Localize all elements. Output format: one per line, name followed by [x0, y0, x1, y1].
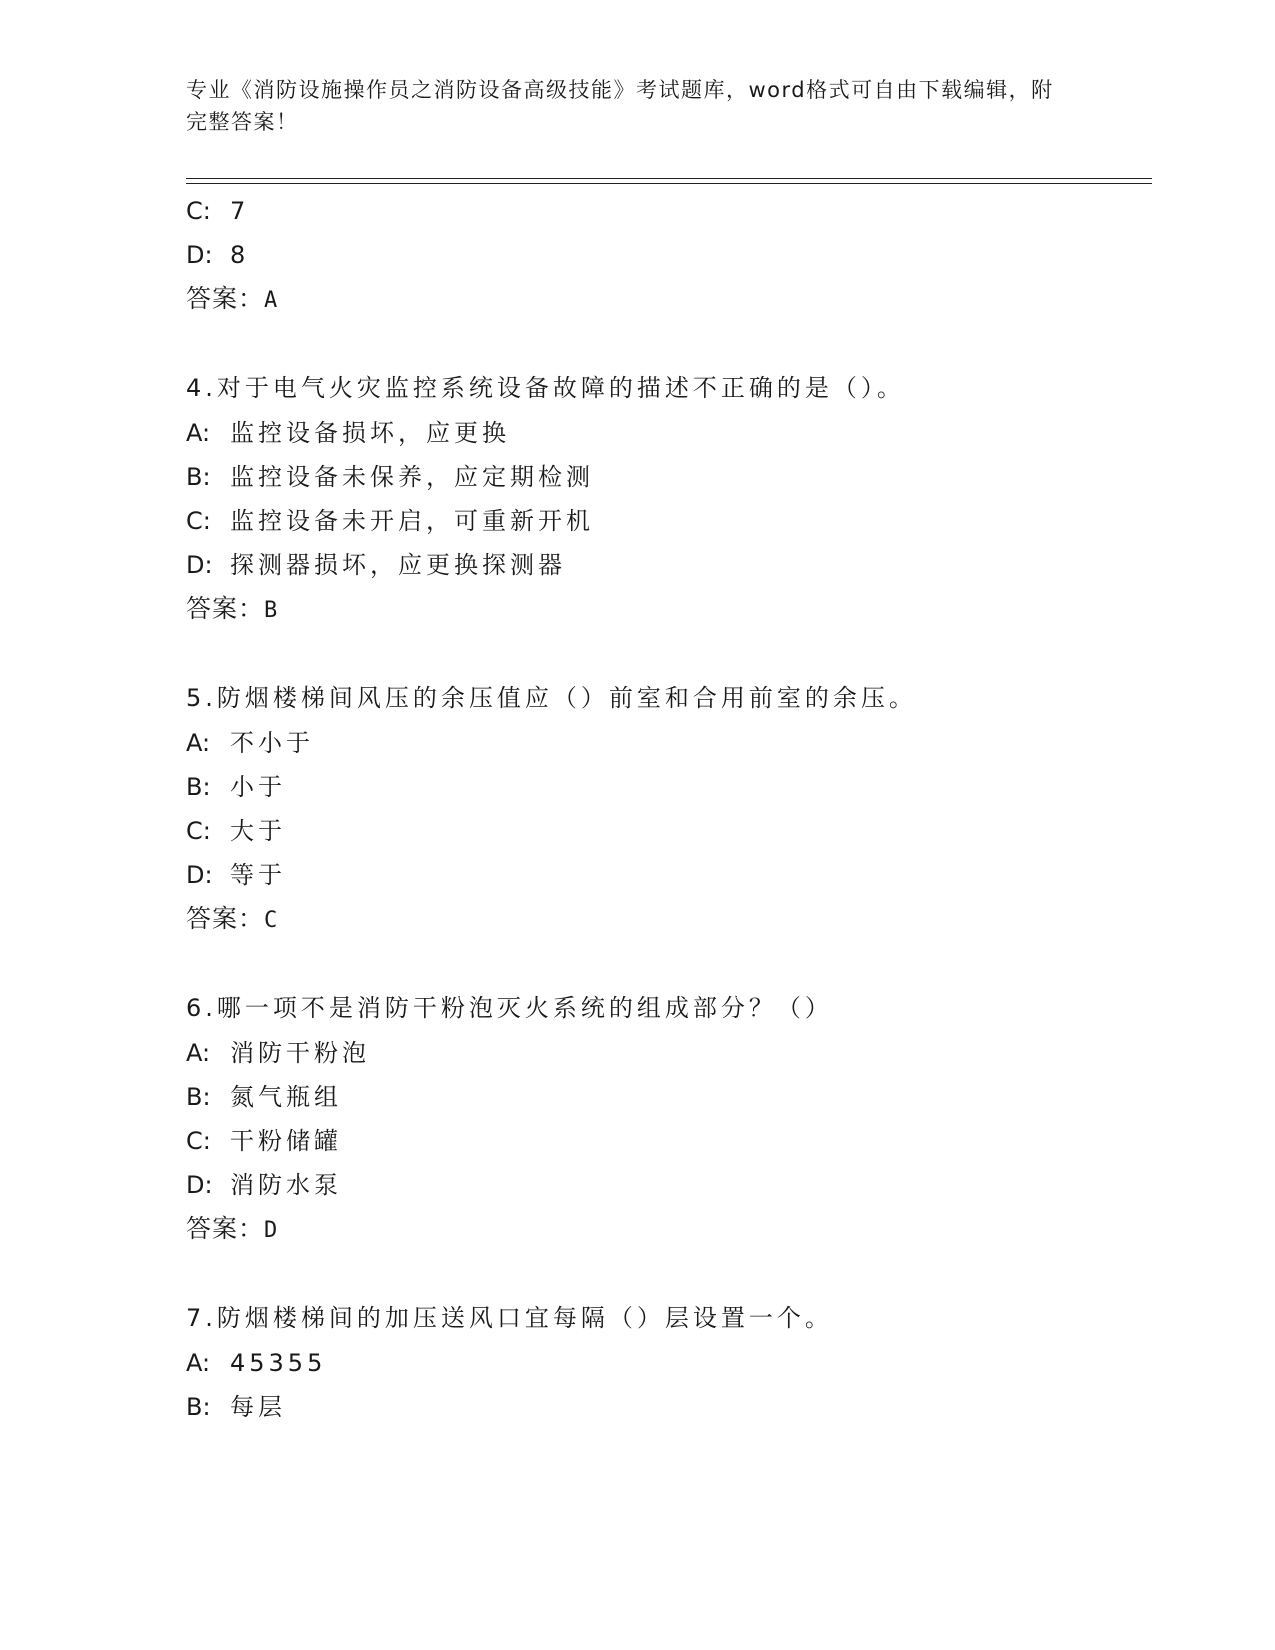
- option-c: [186, 1126, 342, 1156]
- question-stem: 7.防烟楼梯间的加压送风口宜每隔（）层设置一个。: [186, 1304, 833, 1332]
- question-stem: 4.对于电气火灾监控系统设备故障的描述不正确的是（）。: [186, 374, 905, 402]
- option-label: B:: [186, 1393, 211, 1421]
- option-label: B:: [186, 463, 211, 491]
- option-label: D:: [186, 1171, 213, 1199]
- answer-line: [186, 284, 278, 316]
- answer-line: [186, 904, 278, 936]
- answer-value: C: [264, 908, 279, 933]
- document-header: 专业《消防设施操作员之消防设备高级技能》考试题库，word格式可自由下载编辑，附完整答案！: [186, 78, 1054, 134]
- option-text: 监控设备损坏，应更换: [230, 419, 510, 447]
- option-label: A:: [186, 729, 211, 757]
- option-b: [186, 462, 594, 492]
- option-text: 8: [230, 241, 250, 269]
- option-text: 大于: [230, 817, 286, 845]
- option-b: [186, 772, 286, 802]
- option-text: 探测器损坏，应更换探测器: [230, 551, 566, 579]
- option-d: [186, 860, 286, 890]
- option-c: [186, 816, 286, 846]
- question-stem: 6.哪一项不是消防干粉泡灭火系统的组成部分？（）: [186, 994, 833, 1022]
- option-c: [186, 196, 249, 226]
- option-text: 消防干粉泡: [230, 1039, 370, 1067]
- option-d: [186, 550, 566, 580]
- answer-value: B: [264, 598, 279, 623]
- option-label: B:: [186, 1083, 211, 1111]
- answer-label: 答案：: [186, 284, 265, 313]
- option-d: [186, 1170, 342, 1200]
- option-text: 小于: [230, 773, 286, 801]
- answer-value: D: [264, 1218, 279, 1243]
- option-a: [186, 1038, 370, 1068]
- option-text: 消防水泵: [230, 1171, 342, 1199]
- option-text: 不小于: [230, 729, 314, 757]
- answer-label: 答案：: [186, 1214, 265, 1243]
- option-b: [186, 1392, 286, 1422]
- option-label: C:: [186, 817, 211, 845]
- option-text: 等于: [230, 861, 286, 889]
- option-d: [186, 240, 249, 270]
- option-text: 45355: [230, 1349, 327, 1377]
- option-a: [186, 1348, 326, 1378]
- option-a: [186, 418, 510, 448]
- option-text: 氮气瓶组: [230, 1083, 342, 1111]
- option-label: B:: [186, 773, 211, 801]
- answer-line: [186, 1214, 278, 1246]
- answer-value: A: [264, 288, 279, 313]
- option-a: [186, 728, 314, 758]
- answer-label: 答案：: [186, 904, 265, 933]
- option-text: 干粉储罐: [230, 1127, 342, 1155]
- option-b: [186, 1082, 342, 1112]
- option-label: D:: [186, 241, 213, 269]
- option-text: 7: [230, 197, 250, 225]
- header-rule-bottom: [186, 183, 1152, 184]
- option-c: [186, 506, 594, 536]
- question-stem: 5.防烟楼梯间风压的余压值应（）前室和合用前室的余压。: [186, 684, 917, 712]
- option-text: 监控设备未开启，可重新开机: [230, 507, 594, 535]
- answer-line: [186, 594, 278, 626]
- option-label: A:: [186, 1039, 211, 1067]
- option-text: 监控设备未保养，应定期检测: [230, 463, 594, 491]
- option-label: C:: [186, 1127, 211, 1155]
- option-label: C:: [186, 197, 211, 225]
- answer-label: 答案：: [186, 594, 265, 623]
- option-label: D:: [186, 551, 213, 579]
- option-text: 每层: [230, 1393, 286, 1421]
- option-label: D:: [186, 861, 213, 889]
- option-label: A:: [186, 1349, 211, 1377]
- option-label: A:: [186, 419, 211, 447]
- option-label: C:: [186, 507, 211, 535]
- header-rule-top: [186, 178, 1152, 179]
